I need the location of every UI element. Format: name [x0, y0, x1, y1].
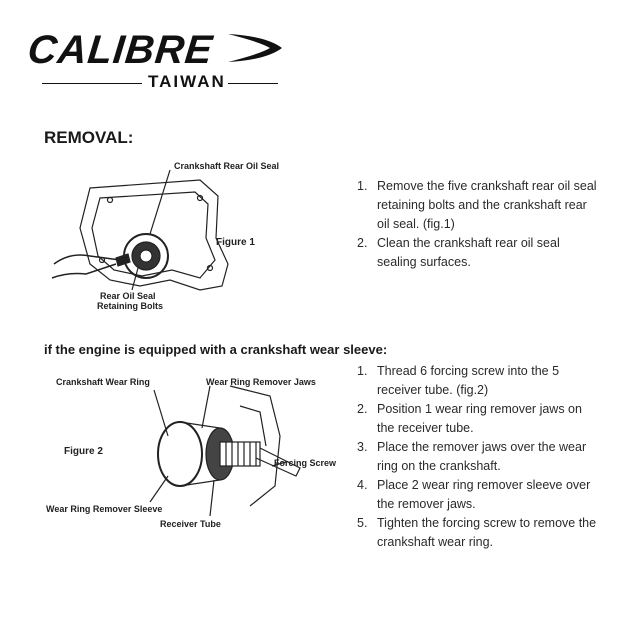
- step-number: 4.: [357, 478, 368, 492]
- list-item: [357, 234, 597, 272]
- figure-2-label-sleeve: Wear Ring Remover Sleeve: [46, 504, 163, 514]
- step-text: Place 2 wear ring remover sleeve over the remover jaws.: [377, 478, 591, 511]
- removal-steps-list: [357, 177, 597, 272]
- figure-1-label-oil-seal: Crankshaft Rear Oil Seal: [174, 161, 280, 171]
- list-item: [357, 177, 597, 234]
- figure-1-caption: Figure 1: [216, 237, 255, 248]
- figure-1-label-bolts-2: Retaining Bolts: [97, 301, 164, 311]
- step-text: Tighten the forcing screw to remove the crankshaft wear ring.: [377, 516, 597, 549]
- step-text: Clean the crankshaft rear oil seal sealing surfaces.: [377, 236, 560, 269]
- figure-2-label-jaws: Wear Ring Remover Jaws: [206, 377, 316, 387]
- wear-sleeve-heading: if the engine is equipped with a crankshaft wear sleeve:: [44, 342, 388, 357]
- logo-rule-right: [228, 83, 278, 84]
- brand-name: CALIBRE: [25, 28, 216, 72]
- figure-2-label-wear-ring: Crankshaft Wear Ring: [56, 377, 150, 387]
- figure-2-label-receiver-tube: Receiver Tube: [160, 519, 221, 529]
- removal-heading: REMOVAL:: [44, 128, 134, 147]
- brand-logo: [25, 24, 288, 94]
- list-item: [357, 514, 597, 552]
- logo-rule-left: [42, 83, 142, 84]
- step-text: Remove the five crankshaft rear oil seal retaining bolts and the crankshaft rear oil seal. (fig.1): [377, 179, 597, 231]
- step-text: Position 1 wear ring remover jaws on the receiver tube.: [377, 402, 582, 435]
- step-number: 2.: [357, 236, 368, 250]
- step-text: Place the remover jaws over the wear ring on the crankshaft.: [377, 440, 587, 473]
- list-item: [357, 438, 597, 476]
- figure-1-label-bolts-1: Rear Oil Seal: [100, 291, 156, 301]
- brand-subtitle: TAIWAN: [148, 72, 226, 91]
- figure-2-label-forcing-screw: Forcing Screw: [274, 458, 337, 468]
- step-number: 2.: [357, 402, 368, 416]
- step-number: 5.: [357, 516, 368, 530]
- list-item: [357, 476, 597, 514]
- wear-sleeve-steps-list: [357, 362, 597, 552]
- logo-swoosh-icon: [226, 30, 286, 66]
- step-number: 3.: [357, 440, 368, 454]
- step-text: Thread 6 forcing screw into the 5 receiver tube. (fig.2): [377, 364, 560, 397]
- step-number: 1.: [357, 179, 368, 193]
- step-number: 1.: [357, 364, 368, 378]
- list-item: [357, 400, 597, 438]
- figure-1-illustration: [50, 168, 240, 308]
- figure-2-caption: Figure 2: [64, 446, 103, 457]
- list-item: [357, 362, 597, 400]
